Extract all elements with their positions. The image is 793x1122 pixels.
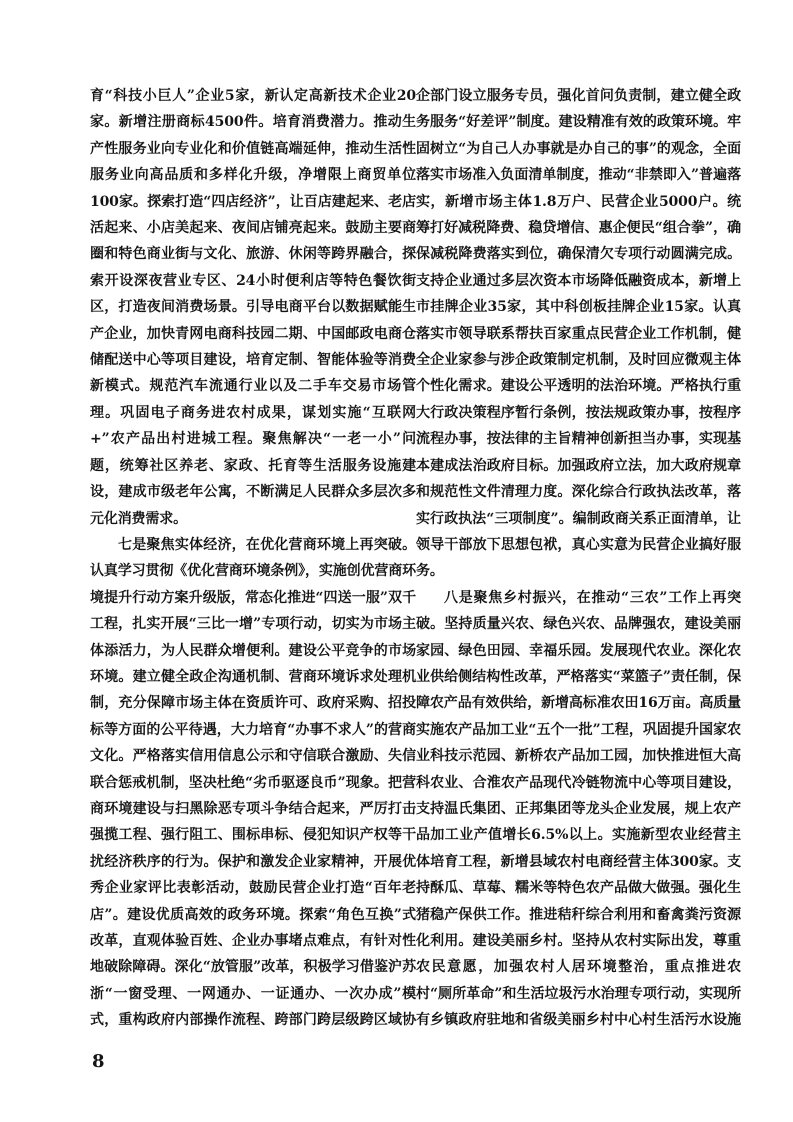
paragraph: 育“科技小巨人”企业5家，新认定高新技术企业20家。新增注册商标4500件。培育消费潜力。推动生产性服务业向专业化和价值链高端延伸，推动生活性服务业向高品质和多样化升级，净增限上商贸单位100家。探索打造“四店经济”，让百店建起来、老店活起来、小店美起来、夜间店铺亮起来。鼓励主要商圈和特色商业街与文化、旅游、休闲等跨界融合，探索开设深夜营业专区、24小时便利店等特色餐饮街区，打造夜间消费场景。引导电商平台以数据赋能生产企业，加快青网电商科技园二期、中国邮政电商仓储配送中心等项目建设，培育定制、智能体验等消费新模式。规范汽车流通行业以及二手车交易市场管理。巩固电子商务进农村成果，谋划实施“互联网+”农产品出村进城工程。聚焦解决“一老一小”问题，统筹社区养老、家政、托育等生活服务设施建设，建成市级老年公寓，不断满足人民群众多层次多元化消费需求。 bbox=[90, 88, 416, 527]
paragraph: 八是聚焦乡村振兴，在推动“三农”工作上再突破。坚持质量兴农、绿色兴农、品牌强农，建设美丽家园、绿色田园、幸福乐园。发展现代农业。深化农业供给侧结构性改革，严格落实“菜篮子”责任制，保障农产品有效供给，新增高标准农田16万亩。高质量实施农产品加工业“五个一批”工程，巩固提升国家农业科技示范园、新桥农产品加工园，加快推进恒大高科农业、合淮农产品现代冷链物流中心等项目建设，支持温氏集团、正邦集团等龙头企业发展，规上农产品加工业产值增长6.5%以上。实施新型农业经营主体培育工程，新增县域农村电商经营主体300家。支持酥瓜、草莓、糯米等特色农产品做大做强。强化生猪稳产保供工作。推进秸秆综合利用和畜禽粪污资源化利用。建设美丽乡村。坚持从农村实际出发，尊重农民意愿，加强农村人居环境整治，重点推进农村“厕所革命”和生活垃圾污水治理专项行动，实现所有乡镇政府驻地和省级美丽乡村中心村生活污水设施 bbox=[416, 589, 741, 1029]
page-number: 8 bbox=[92, 1051, 105, 1072]
paragraph: 七是聚焦实体经济，在优化营商环境上再突破。认真学习贯彻《优化营商环境条例》，实施创优营商环境提升行动方案升级版，常态化推进“四送一服”双千工程，扎实开展“三比一增”专项行动，切实为市场主体添活力，为人民群众增便利。建设公平竞争的市场环境。建立健全政企沟通机制、营商环境诉求处理机制，充分保障市场主体在资质许可、政府采购、招投标等方面的公平待遇，大力培育“办事不求人”的营商文化。严格落实信用信息公示和守信联合激励、失信联合惩戒机制，坚决杜绝“劣币驱逐良币”现象。把营商环境建设与扫黑除恶专项斗争结合起来，严厉打击强揽工程、强行阻工、围标串标、侵犯知识产权等干扰经济秩序的行为。保护和激发企业家精神，开展优秀企业家评比表彰活动，鼓励民营企业打造“百年老店”。建设优质高效的政务环境。探索“角色互换”式改革，直观体验百姓、企业办事堵点难点，有针对性地破除障碍。深化“放管服”改革，积极学习借鉴沪苏浙“一窗受理、一网通办、一证通办、一次办成”模式，重构政府内部操作流程、跨部门跨层级跨区域协 bbox=[90, 536, 416, 1029]
right-column bbox=[416, 83, 741, 1038]
paragraph: 企部门设立服务专员，强化首问负责制，建立健全政务服务“好差评”制度。建设精准有效的政策环境。牢固树立“为自己人办事就是办自己的事”的观念，全面落实市场准入负面清单制度，推动“非禁即入”普遍落实，新增市场主体1.8万户、民营企业5000户。统筹打好减税降费、稳贷增信、惠企便民“组合拳”，确保减税降费落实到位，确保清欠专项行动圆满完成。支持企业通过多层次资本市场降低融资成本，新增上市挂牌企业35家，其中科创板挂牌企业15家。认真落实市领导联系帮扶百家重点民营企业工作机制，健全企业家参与涉企政策制定机制，及时回应微观主体个性化需求。建设公平透明的法治环境。严格执行重大行政决策程序暂行条例，按法规政策办事，按程序流程办事，按法律的主旨精神创新担当办事，实现基本建成法治政府目标。加强政府立法，加大政府规章和规范性文件清理力度。深化综合行政执法改革，落实行政执法“三项制度”。编制政商关系正面清单，让领导干部放下思想包袱，真心实意为民营企业搞好服务。 bbox=[416, 88, 741, 580]
left-column bbox=[90, 83, 416, 1038]
